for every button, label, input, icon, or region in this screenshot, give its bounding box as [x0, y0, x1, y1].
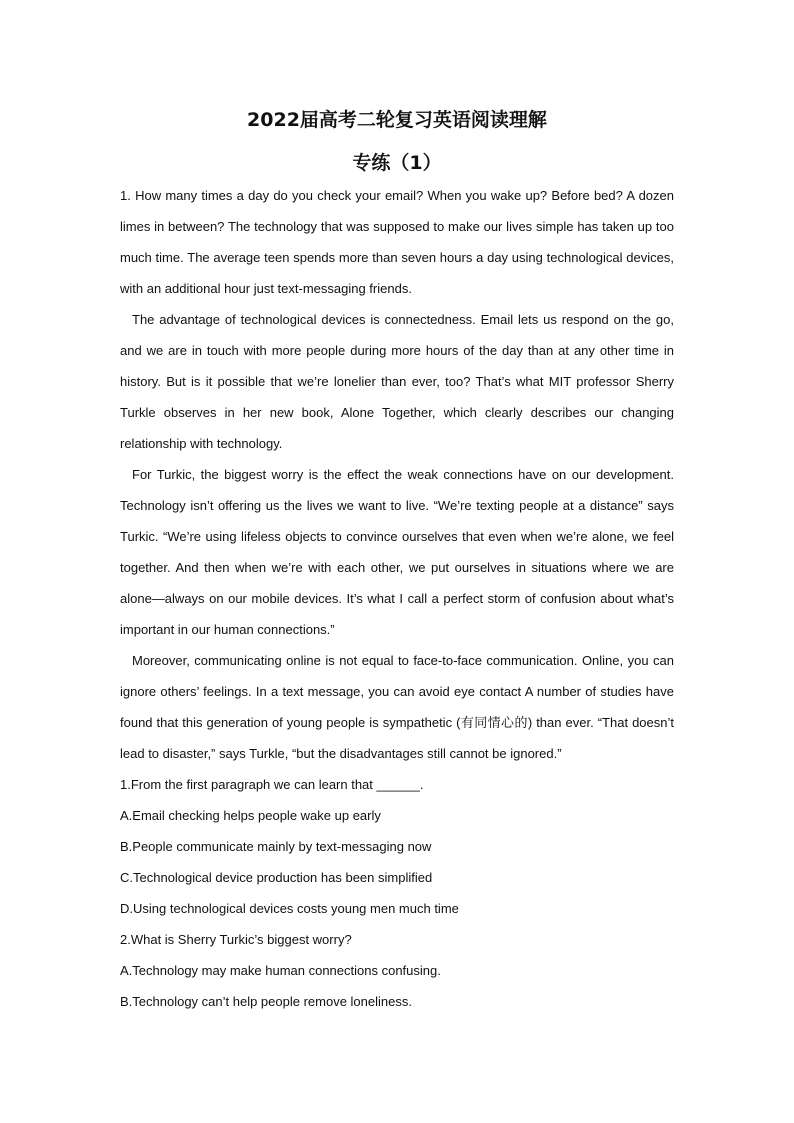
passage-paragraph-3: For Turkic, the biggest worry is the effect the weak connections have on our development. Technology isn’t offering us the lives we want to live. “We’re texting people at a distance” says Turkic. “We’re using lifeless objects to convince ourselves that even when we’re alone, we feel together. And then when we’re with each other, we put ourselves in situations where we are alone—always on our mobile devices. It’s what I call a perfect storm of confusion about what’s important in our human connections.” — [120, 467, 674, 637]
document-title: 2022届高考二轮复习英语阅读理解 — [247, 109, 547, 131]
question-1 — [120, 769, 674, 924]
question-1-option-b: B.People communicate mainly by text-messaging now — [120, 839, 432, 854]
document-body — [120, 180, 674, 1017]
question-1-option-c: C.Technological device production has been simplified — [120, 870, 433, 885]
document-subtitle: 专练（1） — [352, 152, 442, 174]
question-1-stem: 1.From the first paragraph we can learn that ______. — [120, 777, 424, 792]
question-2-stem: 2.What is Sherry Turkic’s biggest worry? — [120, 932, 352, 947]
question-2-option-b: B.Technology can’t help people remove loneliness. — [120, 994, 412, 1009]
passage-paragraph-4: Moreover, communicating online is not equal to face-to-face communication. Online, you can ignore others’ feelings. In a text message, you can avoid eye contact A number of studies have found that this generation of young people is sympathetic (有同情心的) than ever. “That doesn’t lead to disaster,” says Turkle, “but the disadvantages still cannot be ignored.” — [120, 653, 674, 761]
question-1-option-a: A.Email checking helps people wake up early — [120, 808, 381, 823]
question-2 — [120, 924, 674, 1017]
passage-paragraph-1: 1. How many times a day do you check your email? When you wake up? Before bed? A dozen limes in between? The technology that was supposed to make our lives simple has taken up too much time. The average teen spends more than seven hours a day using technological devices, with an additional hour just text-messaging friends. — [120, 188, 674, 296]
question-2-option-a: A.Technology may make human connections confusing. — [120, 963, 441, 978]
passage-paragraph-2: The advantage of technological devices is connectedness. Email lets us respond on the go, and we are in touch with more people during more hours of the day than at any other time in history. But is it possible that we’re lonelier than ever, too? That’s what MIT professor Sherry Turkle observes in her new book, Alone Together, which clearly describes our changing relationship with technology. — [120, 312, 674, 451]
question-1-option-d: D.Using technological devices costs young men much time — [120, 901, 459, 916]
